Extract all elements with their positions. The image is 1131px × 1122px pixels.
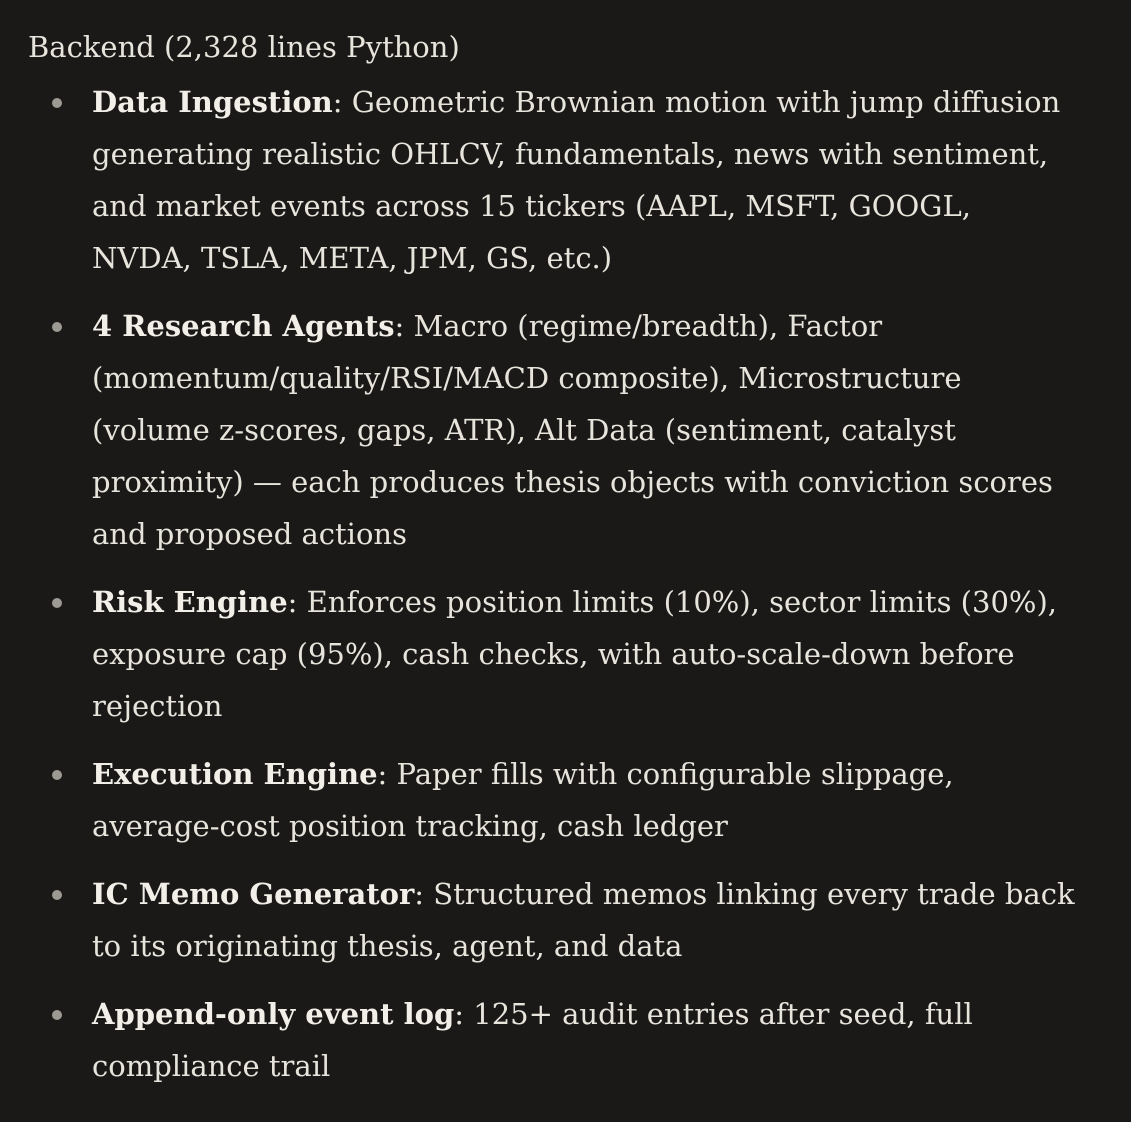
item-term: 4 Research Agents <box>92 309 395 343</box>
list-item <box>28 868 1078 972</box>
item-text: : Macro (regime/breadth), Factor (momentum/quality/RSI/MACD composite), Microstructure (volume z-scores, gaps, ATR), Alt Data (sentiment, catalyst proximity) — each produces thesis objects with conviction scores and proposed actions <box>92 309 1053 551</box>
list-item <box>28 576 1078 732</box>
item-term: Risk Engine <box>92 585 288 619</box>
bullet-icon <box>52 322 62 332</box>
bullet-icon <box>52 1010 62 1020</box>
list-item <box>28 988 1078 1092</box>
item-term: Execution Engine <box>92 757 378 791</box>
section-heading: Backend (2,328 lines Python) <box>28 30 460 64</box>
list-item <box>28 76 1078 284</box>
item-term: Data Ingestion <box>92 85 333 119</box>
bullet-icon <box>52 98 62 108</box>
feature-list <box>28 76 1103 1092</box>
item-text: : Geometric Brownian motion with jump diffusion generating realistic OHLCV, fundamentals, news with sentiment, and market events across 15 tickers (AAPL, MSFT, GOOGL, NVDA, TSLA, META, JPM, GS, etc.) <box>92 85 1061 275</box>
list-item <box>28 300 1078 560</box>
bullet-icon <box>52 770 62 780</box>
bullet-icon <box>52 598 62 608</box>
item-text: : Structured memos linking every trade back to its originating thesis, agent, and data <box>92 877 1075 963</box>
bullet-icon <box>52 890 62 900</box>
item-text: : 125+ audit entries after seed, full compliance trail <box>92 997 973 1083</box>
item-term: Append-only event log <box>92 997 455 1031</box>
item-text: : Enforces position limits (10%), sector limits (30%), exposure cap (95%), cash checks, with auto-scale-down before rejection <box>92 585 1057 723</box>
item-text: : Paper fills with configurable slippage, average-cost position tracking, cash ledger <box>92 757 954 843</box>
item-term: IC Memo Generator <box>92 877 415 911</box>
list-item <box>28 748 1078 852</box>
